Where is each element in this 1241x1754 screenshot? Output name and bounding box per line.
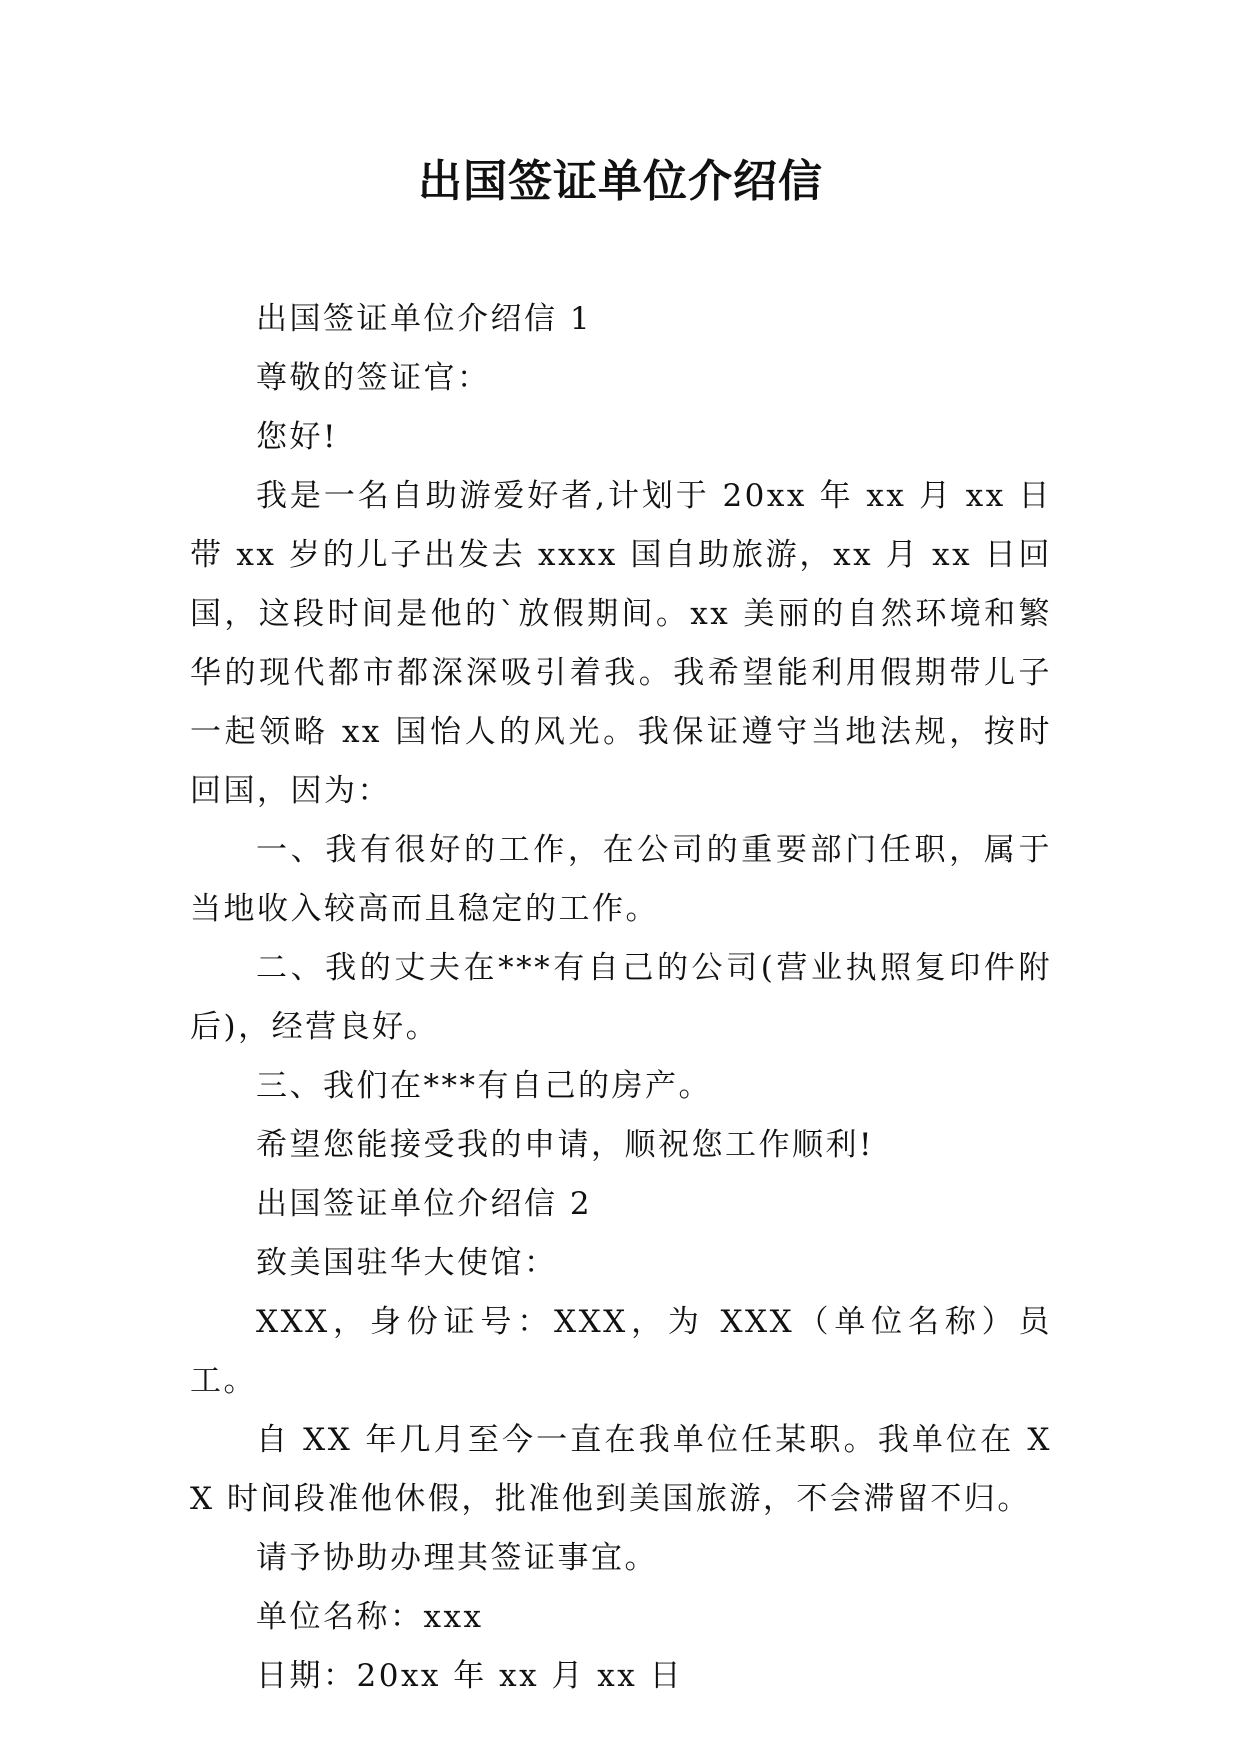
employee-info: XXX，身份证号：XXX，为 XXX（单位名称）员工。 (190, 1304, 1052, 1399)
section-heading-1: 出国签证单位介绍信 1 (256, 301, 593, 337)
reason-item-1: 一、我有很好的工作，在公司的重要部门任职，属于当地收入较高而且稳定的工作。 (190, 832, 1052, 927)
addressee: 致美国驻华大使馆： (256, 1245, 558, 1281)
employment-statement: 自 XX 年几月至今一直在我单位任某职。我单位在 XX 时间段准他休假，批准他到美国旅游，不会滞留不归。 (190, 1422, 1052, 1517)
greeting: 您好! (256, 419, 338, 455)
reason-item-3: 三、我们在***有自己的房产。 (256, 1068, 712, 1104)
reason-item-2: 二、我的丈夫在***有自己的公司(营业执照复印件附后)，经营良好。 (190, 950, 1052, 1045)
body-paragraph: 我是一名自助游爱好者,计划于 20xx 年 xx 月 xx 日带 xx 岁的儿子出发去 xxxx 国自助旅游，xx 月 xx 日回国，这段时间是他的`放假期间。xx 美丽的自然环境和繁华的现代都市都深深吸引着我。我希望能利用假期带儿子一起领略 xx 国怡人的风光。我保证遵守当地法规，按时回国，因为： (190, 478, 1052, 809)
date-line: 日期：20xx 年 xx 月 xx 日 (256, 1658, 684, 1694)
salutation: 尊敬的签证官： (256, 360, 491, 396)
document-body (190, 290, 1052, 1706)
closing-line: 希望您能接受我的申请，顺祝您工作顺利! (256, 1127, 874, 1163)
document-title: 出国签证单位介绍信 (418, 156, 823, 207)
section-heading-2: 出国签证单位介绍信 2 (256, 1186, 593, 1222)
unit-name: 单位名称：xxx (256, 1599, 484, 1635)
request-line: 请予协助办理其签证事宜。 (256, 1540, 658, 1576)
